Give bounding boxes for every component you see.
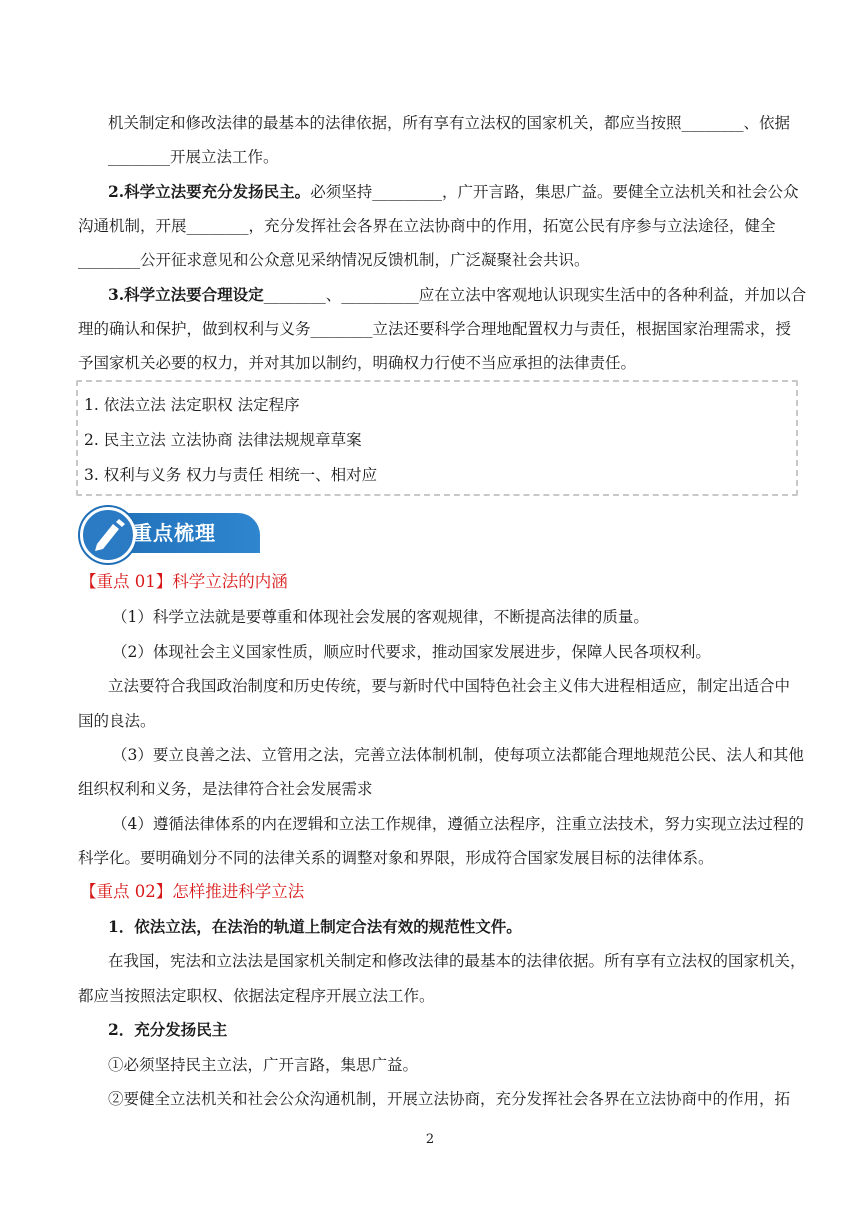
key-02-tag: 【重点 02】 bbox=[80, 882, 173, 901]
key-02-section-1-title: 1．依法立法，在法治的轨道上制定合法有效的规范性文件。 bbox=[108, 917, 522, 936]
point-3-text: ________、__________应在立法中客观地认识现实生活中的各种利益，并加以合 bbox=[263, 286, 807, 304]
key-01-item-4-line-1: （4）遵循法律体系的内在逻辑和立法工作规律，遵循立法程序，注重立法技术，努力实现立法过程的 bbox=[112, 815, 804, 833]
pencil-icon bbox=[80, 507, 136, 563]
key-02-section-1-line-1: 在我国，宪法和立法法是国家机关制定和修改法律的最基本的法律依据。所有享有立法权的国家机关， bbox=[108, 952, 806, 970]
section-banner bbox=[80, 505, 260, 555]
key-02-section-2-title: 2．充分发扬民主 bbox=[108, 1020, 228, 1039]
key-02-section-2-item-1: ①必须坚持民主立法，广开言路，集思广益。 bbox=[108, 1056, 419, 1074]
point-2-line-3: ________公开征求意见和公众意见采纳情况反馈机制，广泛凝聚社会共识。 bbox=[78, 251, 590, 269]
key-01-item-1: （1）科学立法就是要尊重和体现社会发展的客观规律，不断提高法律的质量。 bbox=[112, 608, 649, 626]
point-3-line-1 bbox=[108, 285, 807, 305]
key-01-heading bbox=[80, 572, 774, 592]
intro-line-2: ________开展立法工作。 bbox=[108, 148, 279, 166]
point-3-line-3: 予国家机关必要的权力，并对其加以制约，明确权力行使不当应承担的法律责任。 bbox=[78, 354, 637, 372]
point-2-line-2: 沟通机制，开展________，充分发挥社会各界在立法协商中的作用，拓宽公民有序参与立法途径，健全 bbox=[78, 217, 776, 235]
answer-3: 3. 权利与义务 权力与责任 相统一、相对应 bbox=[84, 466, 378, 484]
key-02-title: 怎样推进科学立法 bbox=[172, 882, 305, 901]
page-number: 2 bbox=[425, 1132, 435, 1147]
key-02-section-2-item-2: ②要健全立法机关和社会公众沟通机制，开展立法协商，充分发挥社会各界在立法协商中的作用，拓 bbox=[108, 1090, 791, 1108]
answer-1: 1. 依法立法 法定职权 法定程序 bbox=[84, 396, 300, 414]
key-01-title: 科学立法的内涵 bbox=[172, 572, 288, 591]
point-2-heading: 2.科学立法要充分发扬民主。 bbox=[108, 182, 311, 201]
key-02-heading bbox=[80, 882, 774, 902]
point-3-heading: 3.科学立法要合理设定 bbox=[108, 285, 264, 304]
key-01-tag: 【重点 01】 bbox=[80, 572, 173, 591]
point-2-line-1 bbox=[108, 182, 799, 202]
key-01-item-3-line-1: （3）要立良善之法、立管用之法，完善立法体制机制，使每项立法都能合理地规范公民、法人和其他 bbox=[112, 746, 804, 764]
point-2-text: 必须坚持_________，广开言路，集思广益。要健全立法机关和社会公众 bbox=[310, 183, 799, 201]
intro-line-1: 机关制定和修改法律的最基本的法律依据，所有享有立法权的国家机关，都应当按照________、依据 bbox=[108, 114, 791, 132]
key-02-section-1-line-2: 都应当按照法定职权、依据法定程序开展立法工作。 bbox=[78, 987, 435, 1005]
banner-title: 重点梳理 bbox=[132, 521, 216, 545]
point-3-line-2: 理的确认和保护，做到权利与义务________立法还要科学合理地配置权力与责任，根据国家治理需求，授 bbox=[78, 320, 792, 338]
key-01-item-3-line-2: 组织权利和义务，是法律符合社会发展需求 bbox=[78, 780, 373, 798]
key-01-para-line-1: 立法要符合我国政治制度和历史传统，要与新时代中国特色社会主义伟大进程相适应，制定出适合中 bbox=[108, 677, 791, 695]
answer-2: 2. 民主立法 立法协商 法律法规规章草案 bbox=[84, 431, 362, 449]
answer-box bbox=[76, 380, 798, 496]
key-01-item-2: （2）体现社会主义国家性质，顺应时代要求，推动国家发展进步，保障人民各项权利。 bbox=[112, 643, 711, 661]
key-01-para-line-2: 国的良法。 bbox=[78, 712, 156, 730]
key-01-item-4-line-2: 科学化。要明确划分不同的法律关系的调整对象和界限，形成符合国家发展目标的法律体系。 bbox=[78, 849, 714, 867]
